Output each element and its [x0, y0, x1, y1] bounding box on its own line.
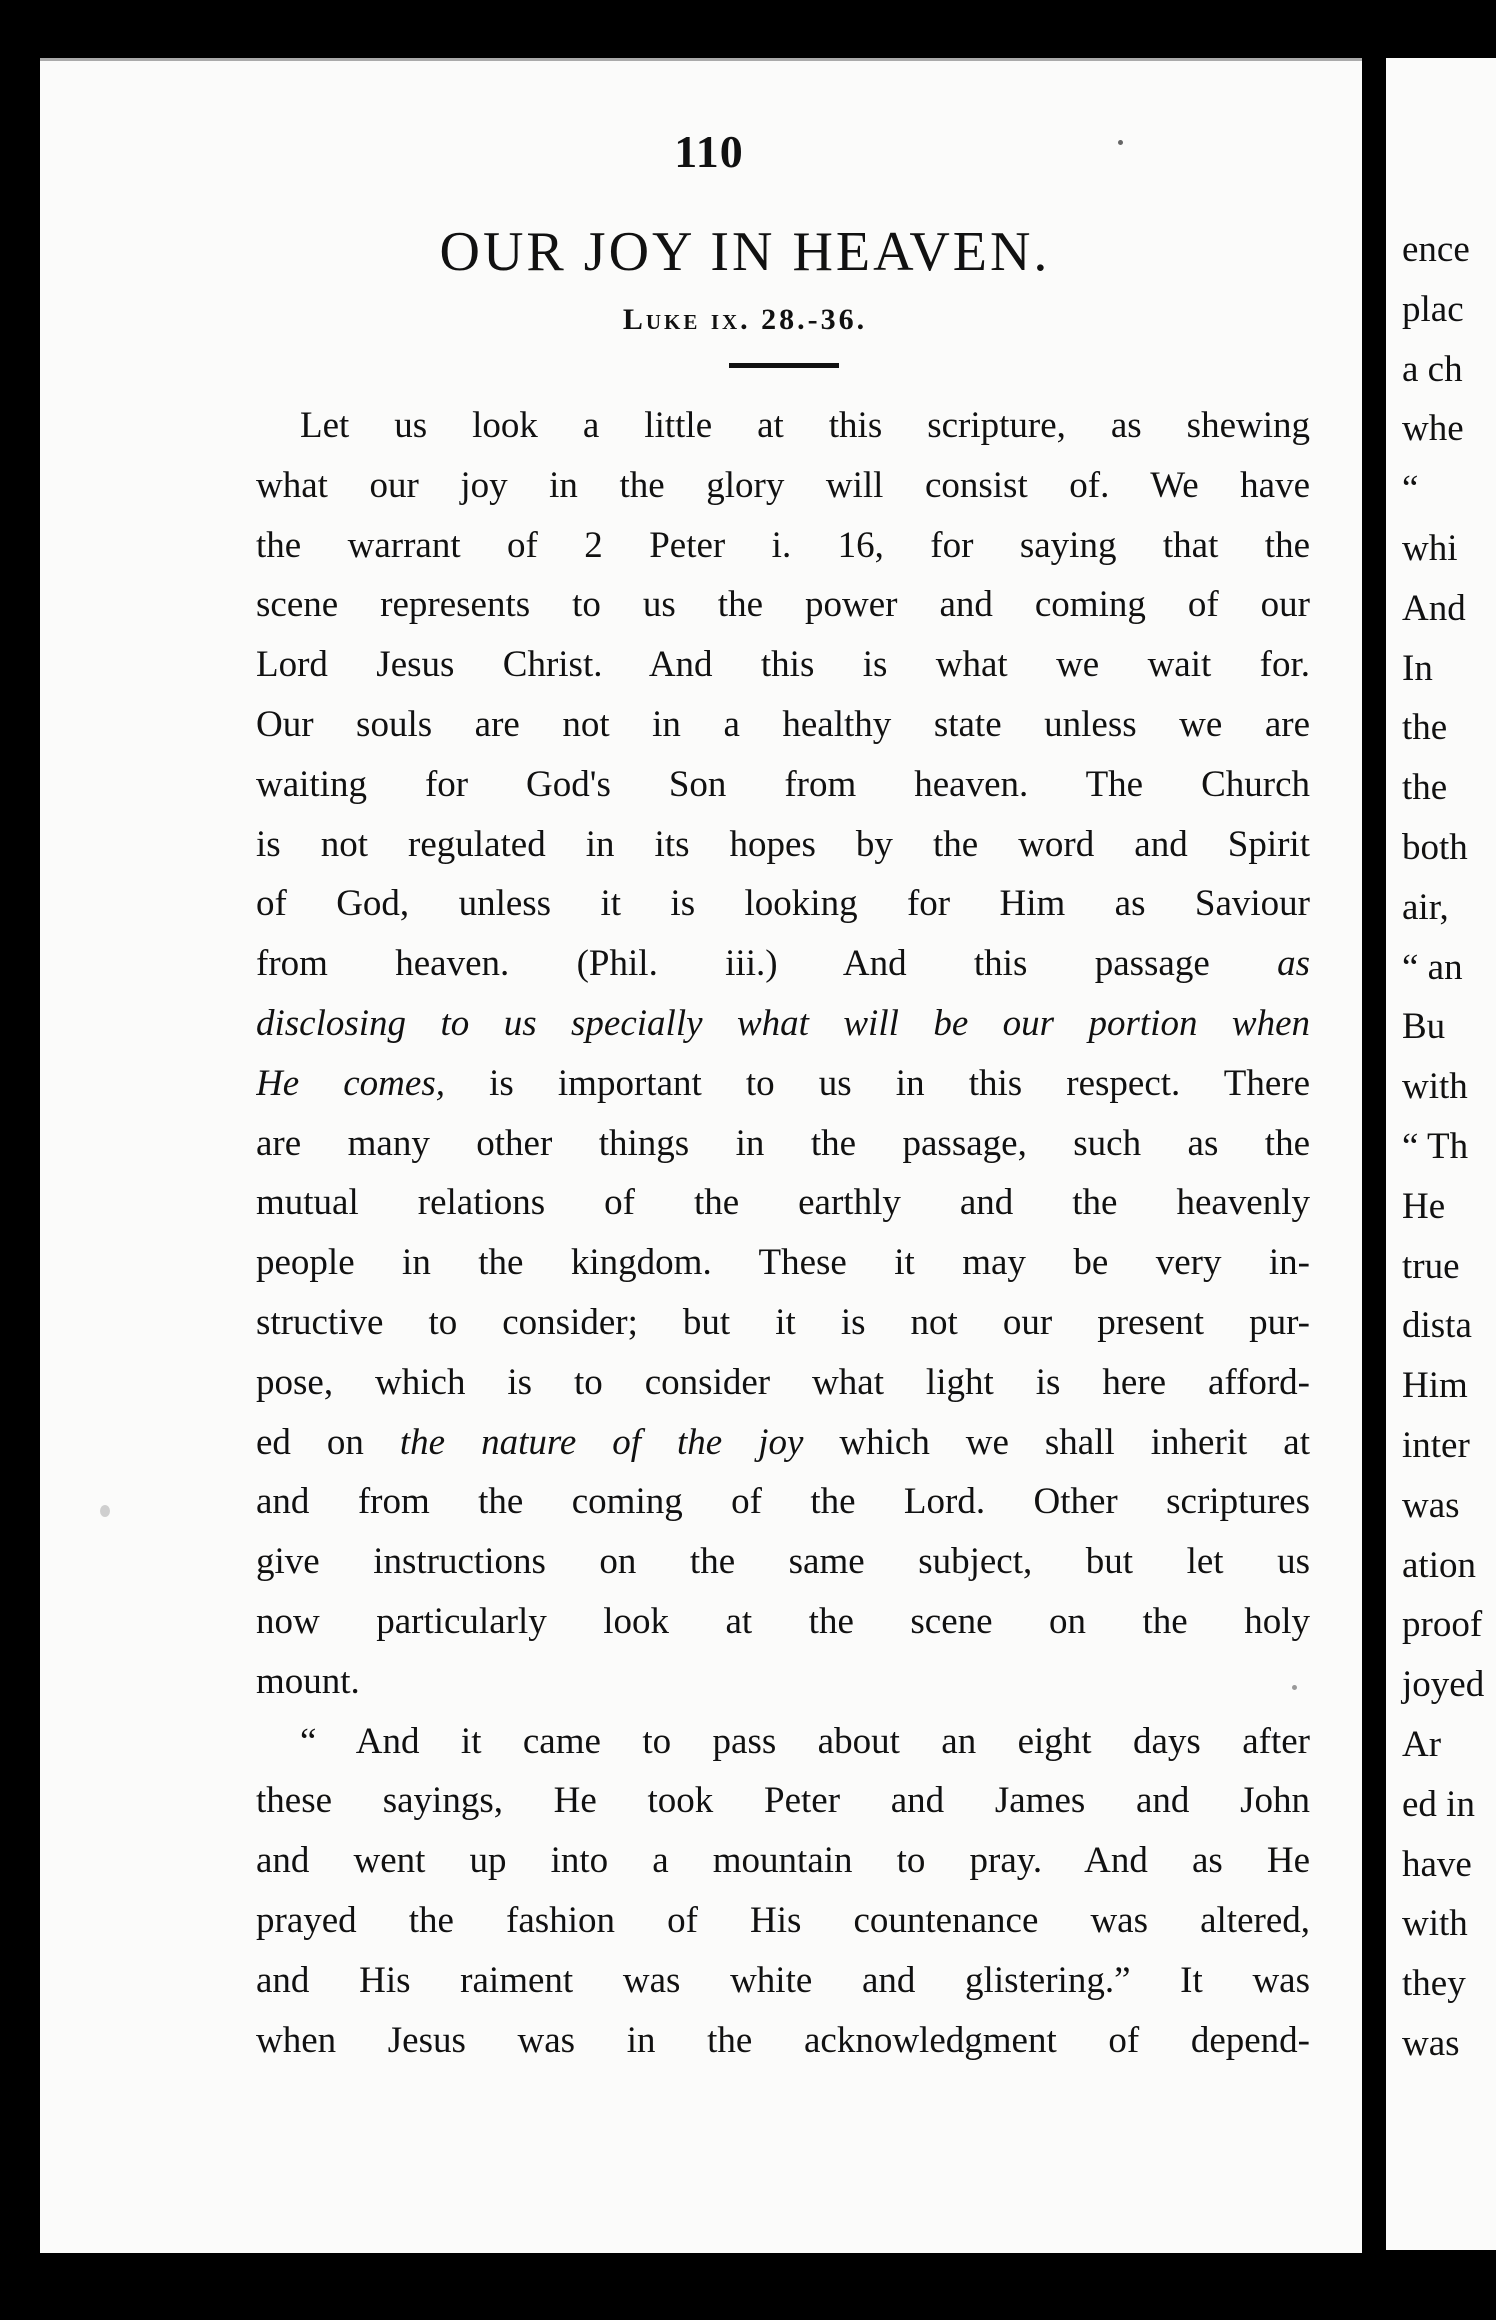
fragment-line: air, [1402, 886, 1449, 928]
scan-speck [1118, 140, 1123, 145]
fragment-line: inter [1402, 1424, 1470, 1466]
fragment-line: the [1402, 767, 1448, 809]
text-line: and went up into a mountain to pray. And as He [256, 1840, 1310, 1882]
text-line: pose, which is to consider what light is here afford- [256, 1361, 1310, 1403]
text-line: “ And it came to pass about an eight days after [300, 1720, 1310, 1762]
italic-segment: He comes, [256, 1062, 445, 1104]
title-divider [729, 363, 839, 368]
fragment-line: true [1402, 1245, 1460, 1287]
fragment-line: they [1402, 1963, 1466, 2005]
fragment-line: ed in [1402, 1783, 1475, 1825]
page-number: 110 [674, 126, 744, 177]
fragment-line: “ an [1402, 946, 1463, 988]
chapter-title: OUR JOY IN HEAVEN. [439, 221, 1051, 283]
text-line: prayed the fashion of His countenance was altered, [256, 1899, 1310, 1941]
fragment-line: ation [1402, 1544, 1476, 1586]
text-line: mount. [256, 1660, 360, 1702]
text-line: the warrant of 2 Peter i. 16, for saying that the [256, 524, 1310, 566]
facing-page-text [1402, 220, 1496, 2074]
fragment-line: was [1402, 1484, 1460, 1526]
fragment-line: Him [1402, 1365, 1468, 1407]
text-line: structive to consider; but it is not our present pur- [256, 1301, 1310, 1343]
italic-segment: the nature of the joy [399, 1421, 804, 1463]
text-line: when Jesus was in the acknowledgment of depend- [256, 2019, 1310, 2061]
text-line: are many other things in the passage, such as the [256, 1122, 1310, 1164]
italic-segment: as [1277, 943, 1310, 985]
text-segment: which we shall inherit at [839, 1421, 1310, 1463]
fragment-line: whe [1402, 408, 1464, 450]
fragment-line: ence [1402, 229, 1470, 270]
scan-speck [100, 1505, 110, 1517]
fragment-line: “ [1402, 468, 1419, 510]
scan-speck [1292, 1685, 1297, 1690]
text-line: scene represents to us the power and coming of our [256, 584, 1310, 626]
text-line: people in the kingdom. These it may be very in- [256, 1242, 1310, 1284]
text-line: Let us look a little at this scripture, as shewing [300, 405, 1310, 446]
fragment-line: “ Th [1402, 1125, 1469, 1167]
text-segment: from heaven. (Phil. iii.) And this passage [256, 943, 1210, 985]
fragment-line: Bu [1402, 1006, 1446, 1048]
fragment-line: have [1402, 1843, 1472, 1885]
text-line: now particularly look at the scene on the holy [256, 1600, 1310, 1642]
text-segment: ed on [256, 1421, 364, 1463]
body-text [256, 396, 1310, 2070]
fragment-line: with [1402, 1066, 1468, 1108]
text-line-mixed [256, 934, 1310, 994]
fragment-line: dista [1402, 1305, 1472, 1347]
text-line-mixed [256, 1413, 1310, 1473]
fragment-line: joyed [1402, 1664, 1485, 1706]
fragment-line: both [1402, 826, 1468, 868]
text-line-mixed [256, 1054, 1310, 1114]
fragment-line: with [1402, 1903, 1468, 1945]
fragment-line: Ar [1402, 1723, 1442, 1765]
fragment-line: And [1402, 587, 1466, 629]
fragment-line: In [1402, 647, 1433, 689]
fragment-line: was [1402, 2022, 1460, 2064]
text-line: Lord Jesus Christ. And this is what we wait for. [256, 644, 1310, 686]
text-line: and His raiment was white and glistering.” It was [256, 1959, 1310, 2001]
text-line: Our souls are not in a healthy state unless we are [256, 703, 1310, 745]
text-line: is not regulated in its hopes by the word and Spirit [256, 823, 1310, 865]
text-line: these sayings, He took Peter and James and John [256, 1780, 1310, 1822]
fragment-line: proof [1402, 1604, 1483, 1646]
fragment-line: He [1402, 1185, 1446, 1227]
text-line: and from the coming of the Lord. Other scriptures [256, 1481, 1310, 1523]
fragment-line: a ch [1402, 348, 1463, 390]
text-line: give instructions on the same subject, but let us [256, 1541, 1310, 1583]
fragment-line: plac [1402, 288, 1464, 330]
text-line-italic: disclosing to us specially what will be our portion when [256, 1002, 1310, 1044]
text-segment: is important to us in this respect. There [489, 1062, 1310, 1104]
fragment-line: the [1402, 707, 1448, 749]
fragment-line: whi [1402, 527, 1458, 569]
text-line: what our joy in the glory will consist of. We have [256, 464, 1310, 506]
scripture-reference: Luke ix. 28.-36. [622, 303, 868, 336]
text-line: mutual relations of the earthly and the heavenly [256, 1182, 1310, 1224]
text-line: waiting for God's Son from heaven. The Church [256, 763, 1310, 805]
text-line: of God, unless it is looking for Him as Saviour [256, 883, 1310, 925]
